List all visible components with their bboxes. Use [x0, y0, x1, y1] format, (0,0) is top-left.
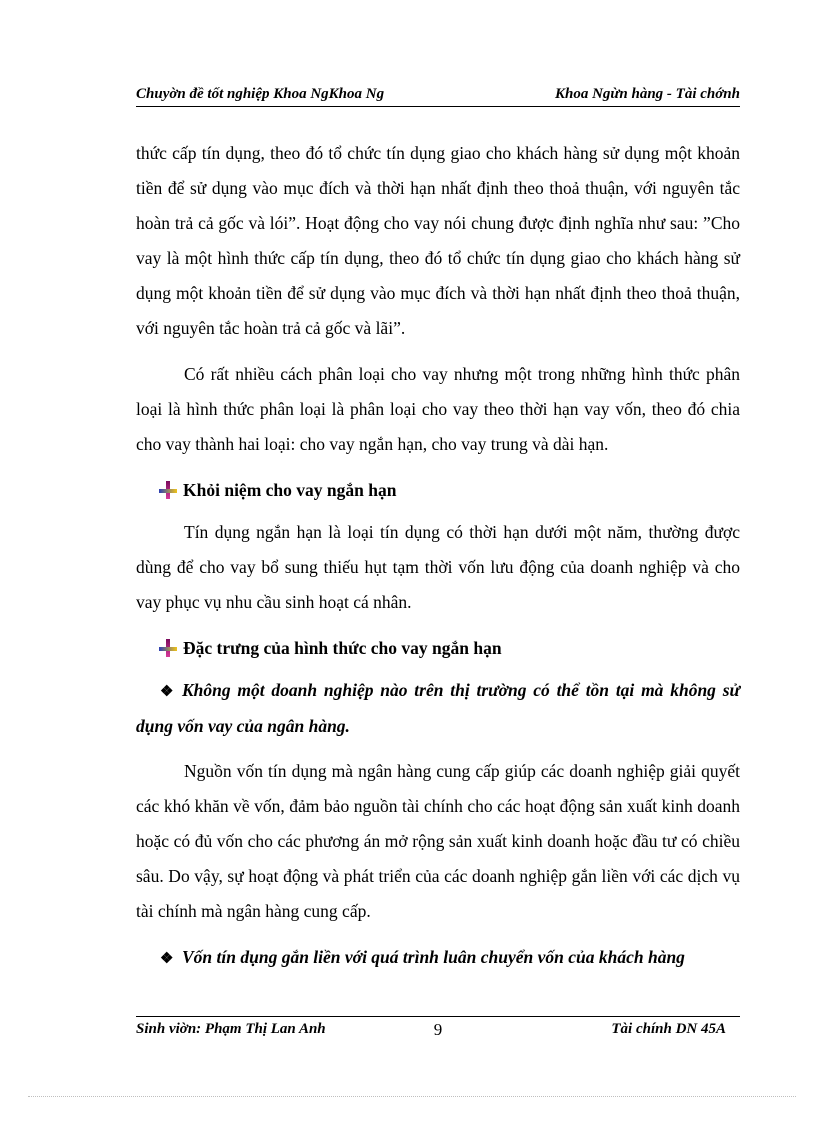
paragraph-credit-capital: Nguồn vốn tín dụng mà ngân hàng cung cấp giúp các doanh nghiệp giải quyết các khó khăn về vốn, đảm bảo nguồn tài chính cho các hoạt động sản xuất kinh doanh hoặc có đủ vốn cho các phương án mở rộng sản xuất kinh doanh hoặc đầu tư có chiều sâu. Do vậy, sự hoạt động và phát triển của các doanh nghiệp gắn liền với các dịch vụ tài chính mà ngân hàng cung cấp. — [136, 761, 740, 921]
page-edge-divider — [28, 1096, 796, 1097]
bullet-item-enterprise-loans — [136, 673, 740, 743]
header-right-title: Khoa Ngừn hàng - Tài chớnh — [554, 86, 740, 102]
diamond-bullet-icon: ❖ — [160, 951, 174, 967]
diamond-bullet-icon: ❖ — [160, 684, 174, 700]
heading-short-term-concept — [136, 473, 740, 507]
page-body — [136, 136, 740, 987]
plus-bullet-icon — [159, 481, 177, 499]
paragraph-short-term-definition: Tín dụng ngắn hạn là loại tín dụng có thời hạn dưới một năm, thường được dùng để cho vay bổ sung thiếu hụt tạm thời vốn lưu động của doanh nghiệp và cho vay phục vụ nhu cầu sinh hoạt cá nhân. — [136, 522, 740, 612]
page-footer — [136, 1016, 740, 1045]
heading-short-term-features — [136, 631, 740, 665]
bullet-text: Không một doanh nghiệp nào trên thị trường có thể tồn tại mà không sử dụng vốn vay của ngân hàng. — [136, 680, 740, 736]
footer-class: Tài chính DN 45A — [611, 1021, 726, 1037]
plus-bullet-icon — [159, 639, 177, 657]
paragraph-loan-definition: thức cấp tín dụng, theo đó tổ chức tín dụng giao cho khách hàng sử dụng một khoản tiền để sử dụng vào mục đích và thời hạn nhất định theo thoả thuận, với nguyên tắc hoàn trả cả gốc và lói”. Hoạt động cho vay nói chung được định nghĩa như sau: ”Cho vay là một hình thức cấp tín dụng, theo đó tổ chức tín dụng giao cho khách hàng sử dụng một khoản tiền để sử dụng vào mục đích và thời hạn nhất định theo thoả thuận, với nguyên tắc hoàn trả cả gốc và lãi”. — [136, 143, 740, 338]
bullet-text: Vốn tín dụng gắn liền với quá trình luân chuyển vốn của khách hàng — [182, 947, 685, 967]
header-left-title: Chuyờn đề tốt nghiệp Khoa NgKhoa Ng — [136, 86, 385, 102]
page-header — [136, 84, 740, 107]
heading-text: Khỏi niệm cho vay ngắn hạn — [183, 480, 397, 500]
page-number: 9 — [433, 1020, 443, 1039]
bullet-item-capital-circulation — [136, 940, 740, 976]
footer-student-name: Sinh viờn: Phạm Thị Lan Anh — [136, 1021, 326, 1037]
heading-text: Đặc trưng của hình thức cho vay ngắn hạn — [183, 638, 502, 658]
paragraph-loan-classification: Có rất nhiều cách phân loại cho vay nhưng một trong những hình thức phân loại là hình thức phân loại là phân loại cho vay theo thời hạn vay vốn, theo đó chia cho vay thành hai loại: cho vay ngắn hạn, cho vay trung và dài hạn. — [136, 364, 740, 454]
